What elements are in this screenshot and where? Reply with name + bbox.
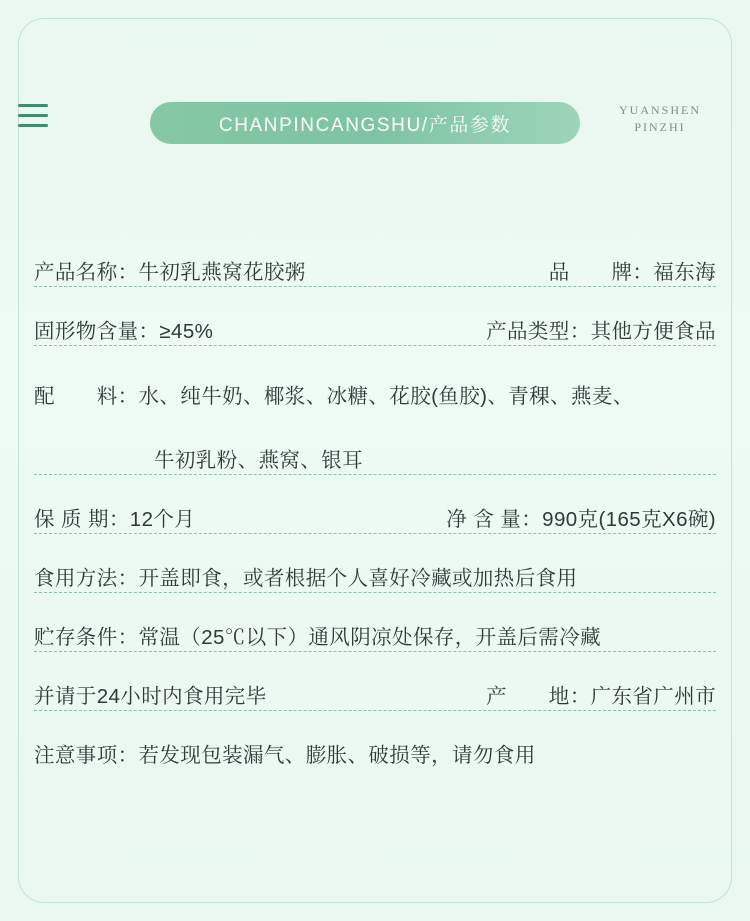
brand-line-1: YUANSHEN <box>619 103 701 117</box>
table-row <box>30 652 720 711</box>
spec-label: 产品名称：牛初乳燕窝花胶粥 <box>34 261 306 285</box>
table-row <box>30 346 720 475</box>
page-title: CHANPINCANGSHU/产品参数 <box>150 102 580 144</box>
spec-label: 注意事项：若发现包装漏气、膨胀、破损等，请勿食用 <box>34 744 536 768</box>
table-row <box>30 228 720 287</box>
spec-value: 品 牌：福东海 <box>548 261 716 285</box>
brand-line-2: PINZHI <box>634 120 686 134</box>
table-row <box>30 287 720 346</box>
hamburger-bar <box>18 104 48 107</box>
page-header <box>0 88 750 164</box>
table-row <box>30 475 720 534</box>
table-row <box>30 711 720 769</box>
spec-label: 保 质 期：12个月 <box>34 508 196 532</box>
spec-label: 食用方法：开盖即食，或者根据个人喜好冷藏或加热后食用 <box>34 567 578 591</box>
hamburger-bar <box>18 114 48 117</box>
hamburger-bar <box>18 124 48 127</box>
hamburger-menu-icon[interactable] <box>18 104 52 134</box>
spec-value: 净 含 量：990克(165克X6碗) <box>446 508 716 532</box>
spec-value: 产品类型：其他方便食品 <box>486 320 716 344</box>
spec-label: 配 料：水、纯牛奶、椰浆、冰糖、花胶(鱼胶)、青稞、燕麦、 <box>34 385 634 409</box>
spec-value: 产 地：广东省广州市 <box>486 685 716 709</box>
table-row <box>30 593 720 652</box>
spec-table <box>30 228 720 769</box>
table-row <box>30 534 720 593</box>
spec-label: 固形物含量：≥45% <box>34 320 214 344</box>
spec-value-continuation: 牛初乳粉、燕窝、银耳 <box>154 449 363 473</box>
spec-note: 并请于24小时内食用完毕 <box>34 685 267 709</box>
spec-label: 贮存条件：常温（25℃以下）通风阴凉处保存，开盖后需冷藏 <box>34 626 602 650</box>
brand-mark <box>600 102 720 136</box>
